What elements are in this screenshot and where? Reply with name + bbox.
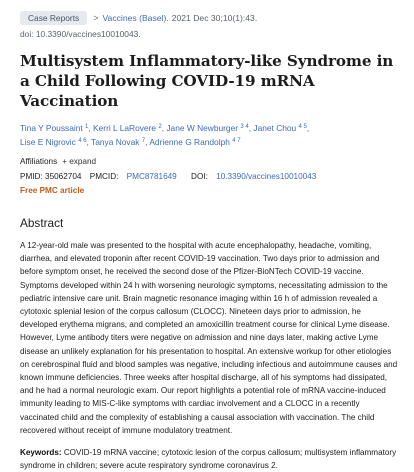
journal-crumb xyxy=(93,13,257,23)
keywords-text: COVID-19 mRNA vaccine; cytotoxic lesion of the corpus callosum; multisystem inflammatory syndrome in children; severe acute respiratory syndrome coronavirus 2. xyxy=(20,448,397,471)
author[interactable]: Kerri L LaRovere $^2$ xyxy=(93,123,162,133)
chevron-right-icon: > xyxy=(93,13,99,23)
abstract-heading: Abstract xyxy=(20,216,64,230)
author[interactable]: Adrienne G Randolph $^{4 7}$ xyxy=(149,137,241,147)
abstract-text: A 12-year-old male was presented to the hospital with acute encephalopathy, headache, vomiting, diarrhea, and elevated troponin after recent COVID-19 vaccination. Two days prior to admission and before symptom onset, he received the second dose of the Pfizer-BioNTech COVID-19 vaccine. Symptoms developed within 24 h with worsening neurologic symptoms, necessitating admission to the pediatric intensive care unit. Brain magnetic resonance imaging within 16 h of admission revealed a cytotoxic splenial lesion of the corpus callosum (CLOCC). Nineteen days prior to admission, he developed erythema migrans, and completed an amoxicillin treatment course for clinical Lyme disease. However, Lyme antibody titers were negative on admission and nine days later, making active Lyme disease an unlikely explanation for his presentation to hospital. An extensive workup for other etiologies on cerebrospinal fluid and blood samples was negative, including infectious and autoimmune causes and known immune deficiencies. Three weeks after hospital discharge, all of his symptoms had dissipated, and he had a normal neurologic exam. Our report highlights a potential role of mRNA vaccine-induced immunity leading to MIS-C-like symptoms with cardiac involvement and a CLOCC in a recently vaccinated child and the complexity of establishing a causal association with vaccination. The child recovered without receipt of immune modulatory treatment. xyxy=(20,241,398,435)
doi-line: doi: 10.3390/vaccines10010043. xyxy=(20,29,141,39)
journal-link[interactable]: Vaccines (Basel). xyxy=(102,13,169,23)
pmcid-label: PMCID: xyxy=(89,172,119,181)
keywords xyxy=(20,446,400,472)
doi-label: DOI: xyxy=(191,172,208,181)
header-line xyxy=(20,10,398,26)
expand-toggle[interactable]: + expand xyxy=(62,157,97,166)
pmid: PMID: 35062704 xyxy=(20,172,82,181)
keywords-label: Keywords: xyxy=(20,448,62,458)
author-list: Tina Y Poussaint $^1$, Kerri L LaRovere $^2$, Jane W Newburger $^{3 4}$, Janet Chou $^{4 5}$, Lise E Nigrovic $^{4 6}$, Tanya Novak $^7$, Adrienne G Randolph $^{4 7}$ xyxy=(20,123,310,147)
author[interactable]: Tina Y Poussaint $^1$ xyxy=(20,123,89,133)
author[interactable]: Janet Chou $^{4 5}$ xyxy=(253,123,307,133)
author[interactable]: Lise E Nigrovic $^{4 6}$ xyxy=(20,137,87,147)
article-title: Multisystem Inflammatory-like Syndrome in a Child Following COVID-19 mRNA Vaccination xyxy=(20,52,394,110)
doi-link[interactable]: 10.3390/vaccines10010043 xyxy=(216,172,317,181)
author[interactable]: Tanya Novak $^7$ xyxy=(91,137,146,147)
identifiers xyxy=(20,172,398,181)
affiliations-toggle[interactable] xyxy=(20,157,398,166)
article-type-badge[interactable]: Case Reports xyxy=(20,11,87,25)
affiliations-label: Affiliations xyxy=(20,157,58,166)
free-article-badge: Free PMC article xyxy=(20,186,85,195)
citation-text: 2021 Dec 30;10(1):43. xyxy=(171,13,258,23)
pmcid-link[interactable]: PMC8781649 xyxy=(126,172,177,181)
author[interactable]: Jane W Newburger $^{3 4}$ xyxy=(166,123,249,133)
